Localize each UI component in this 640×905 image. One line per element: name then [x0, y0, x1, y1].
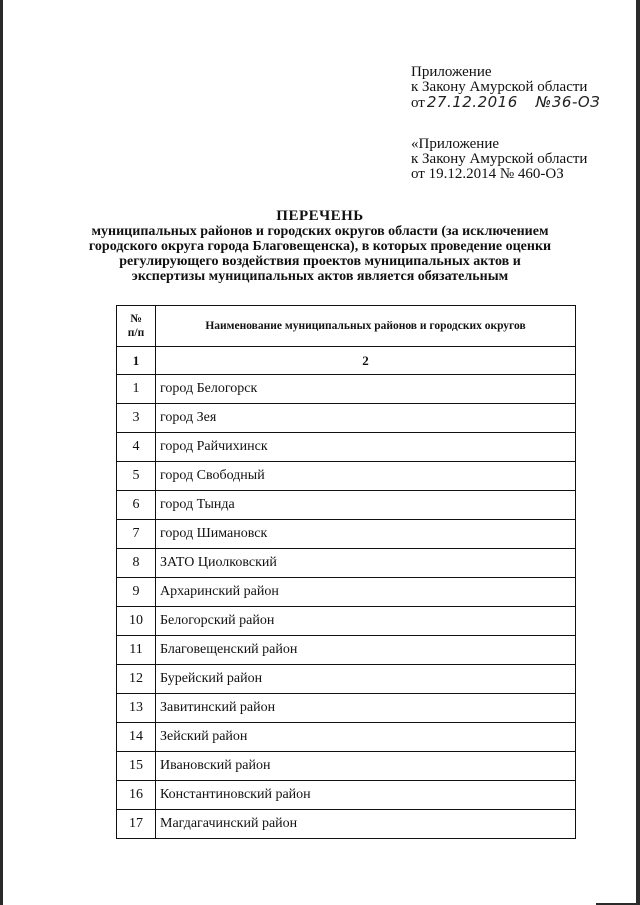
appendix-line-1: Приложение — [411, 64, 492, 80]
table-header-row — [117, 306, 576, 347]
row-name: Завитинский район — [156, 694, 576, 723]
document-title — [60, 209, 580, 284]
districts-table — [116, 305, 576, 839]
row-number: 10 — [117, 607, 156, 636]
row-number: 1 — [117, 375, 156, 404]
table-row — [117, 665, 576, 694]
table-row — [117, 723, 576, 752]
appendix-header — [411, 65, 600, 111]
table-row — [117, 404, 576, 433]
header-name: Наименование муниципальных районов и городских округов — [156, 306, 576, 347]
row-name: город Белогорск — [156, 375, 576, 404]
row-name: город Шимановск — [156, 520, 576, 549]
table-row — [117, 462, 576, 491]
row-number: 3 — [117, 404, 156, 433]
row-name: Магдагачинский район — [156, 810, 576, 839]
row-number: 9 — [117, 578, 156, 607]
row-name: Зейский район — [156, 723, 576, 752]
scan-edge-right — [636, 0, 640, 905]
row-number: 12 — [117, 665, 156, 694]
title-heading: ПЕРЕЧЕНЬ — [276, 208, 364, 224]
table-row — [117, 549, 576, 578]
title-line-3: регулирующего воздействия проектов муниципальных актов и — [119, 254, 521, 269]
scan-edge-left — [0, 0, 3, 905]
row-name: ЗАТО Циолковский — [156, 549, 576, 578]
row-number: 13 — [117, 694, 156, 723]
header-number-line-1: № — [130, 313, 142, 325]
row-number: 6 — [117, 491, 156, 520]
table-row — [117, 578, 576, 607]
column-number-1: 1 — [117, 347, 156, 375]
table-row — [117, 781, 576, 810]
table-row — [117, 810, 576, 839]
row-number: 15 — [117, 752, 156, 781]
handwritten-number: №36-ОЗ — [535, 93, 601, 111]
row-name: город Зея — [156, 404, 576, 433]
row-number: 16 — [117, 781, 156, 810]
row-name: Бурейский район — [156, 665, 576, 694]
table-row — [117, 636, 576, 665]
header-number-line-2: п/п — [127, 327, 145, 339]
amended-line-3: от 19.12.2014 № 460-ОЗ — [411, 166, 564, 182]
table-row — [117, 520, 576, 549]
amended-line-2: к Закону Амурской области — [411, 151, 588, 167]
row-number: 11 — [117, 636, 156, 665]
title-line-4: экспертизы муниципальных актов является обязательным — [131, 269, 509, 284]
row-number: 14 — [117, 723, 156, 752]
table-row — [117, 752, 576, 781]
row-number: 8 — [117, 549, 156, 578]
title-line-2: городского округа города Благовещенска), в которых проведение оценки — [88, 239, 552, 254]
table-row — [117, 607, 576, 636]
row-name: город Райчихинск — [156, 433, 576, 462]
appendix-date-prefix: от — [411, 95, 425, 111]
row-name: Белогорский район — [156, 607, 576, 636]
row-name: Архаринский район — [156, 578, 576, 607]
appendix-line-2: к Закону Амурской области — [411, 79, 588, 95]
table-row — [117, 433, 576, 462]
table-row — [117, 694, 576, 723]
row-number: 17 — [117, 810, 156, 839]
title-line-1: муниципальных районов и городских округов области (за исключением — [91, 224, 549, 239]
row-name: Константиновский район — [156, 781, 576, 810]
row-number: 5 — [117, 462, 156, 491]
column-numbers-row — [117, 347, 576, 375]
appendix-line-3 — [411, 95, 600, 111]
row-name: город Свободный — [156, 462, 576, 491]
amended-line-1: «Приложение — [411, 136, 500, 152]
header-number — [117, 306, 156, 347]
row-name: город Тында — [156, 491, 576, 520]
row-number: 7 — [117, 520, 156, 549]
table-row — [117, 375, 576, 404]
row-name: Благовещенский район — [156, 636, 576, 665]
table-row — [117, 491, 576, 520]
handwritten-date: 27.12.2016 — [426, 93, 518, 111]
row-number: 4 — [117, 433, 156, 462]
column-number-2: 2 — [156, 347, 576, 375]
row-name: Ивановский район — [156, 752, 576, 781]
amended-appendix-header — [411, 137, 587, 182]
